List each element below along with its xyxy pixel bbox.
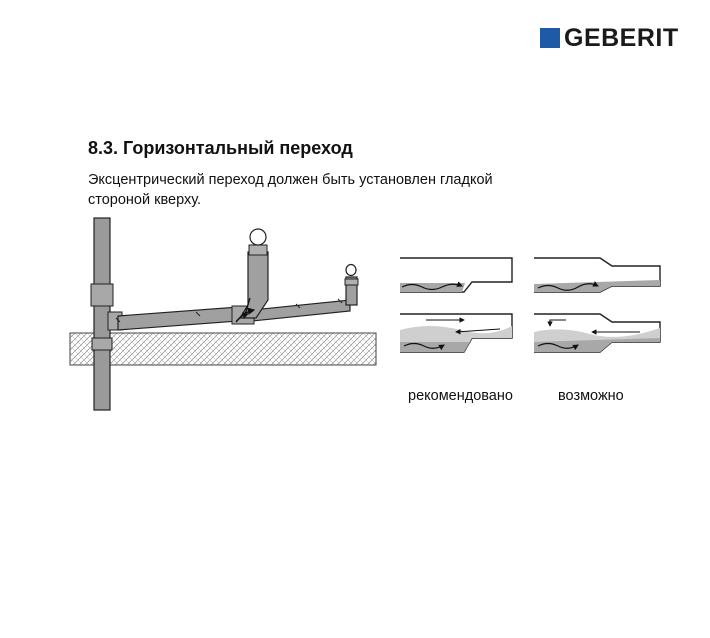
- drain-pipe-diagram: [70, 218, 376, 410]
- recommended-reducer-bottom: [400, 314, 512, 352]
- section-text-line-1: Эксцентрический переход должен быть установлен гладкой: [88, 172, 493, 188]
- caption-recommended: рекомендовано: [408, 388, 513, 404]
- section-text-line-2: стороной кверху.: [88, 192, 202, 208]
- caption-possible: возможно: [558, 388, 624, 404]
- possible-reducer-bottom: [534, 314, 660, 352]
- possible-reducer-top: [534, 258, 660, 292]
- logo-wordmark: GEBERIT: [564, 24, 679, 52]
- recommended-reducer-top: [400, 258, 512, 292]
- section-title: 8.3. Горизонтальный переход: [88, 138, 353, 158]
